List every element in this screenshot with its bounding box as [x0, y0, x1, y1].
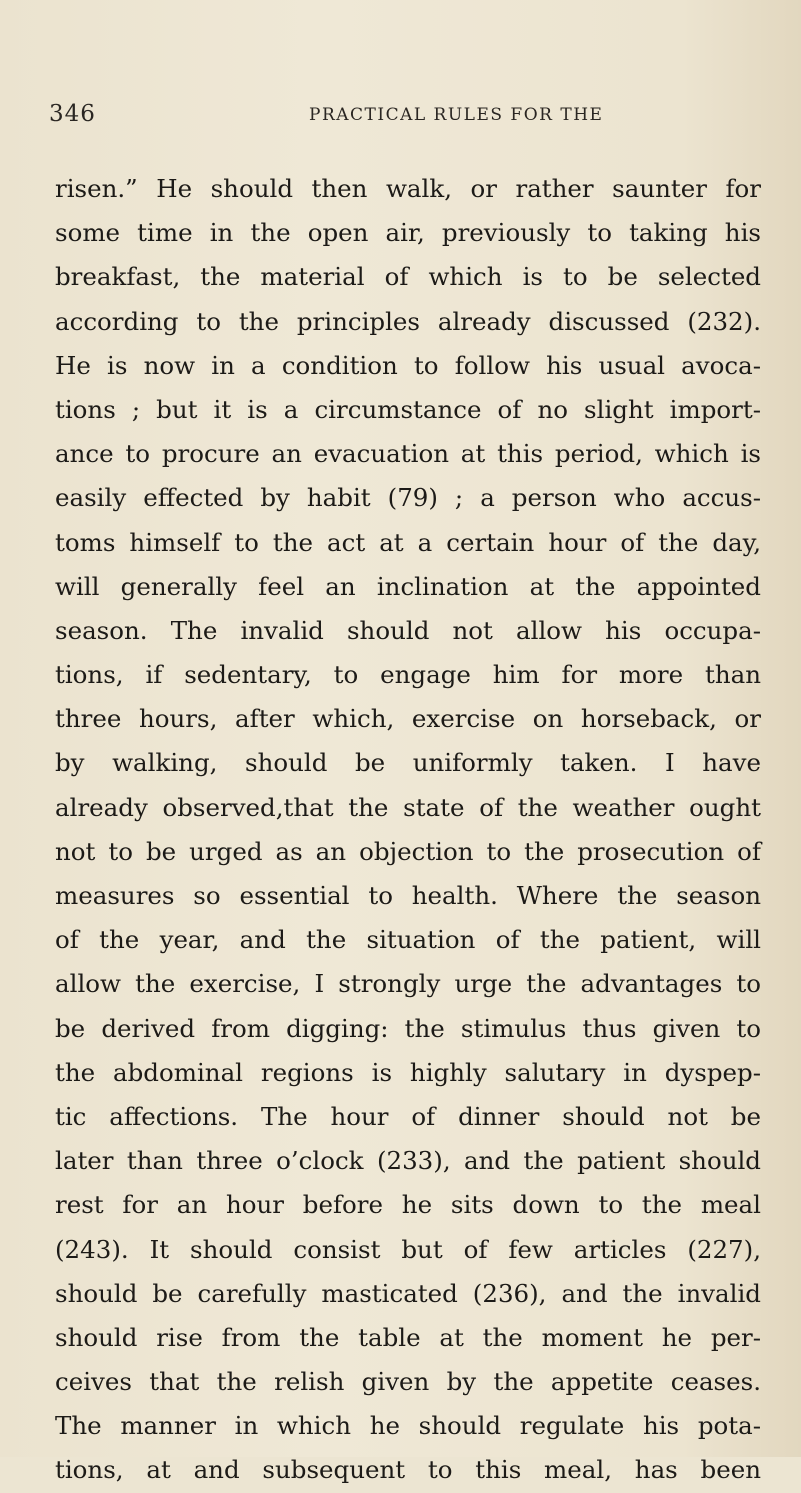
text-line: measures so essential to health. Where the season: [55, 881, 761, 910]
text-line: already observed,that the state of the weather ought: [55, 792, 761, 822]
page-header: [0, 101, 801, 141]
text-line: of the year, and the situation of the patient, will: [55, 925, 761, 955]
running-head: PRACTICAL RULES FOR THE: [309, 105, 604, 125]
text-line: rest for an hour before he sits down to the meal: [55, 1190, 761, 1220]
text-line: later than three o’clock (233), and the patient should: [55, 1146, 761, 1176]
text-line: tions, at and subsequent to this meal, has been: [55, 1455, 761, 1485]
text-line: the abdominal regions is highly salutary in dyspep-: [55, 1057, 761, 1087]
text-line: by walking, should be uniformly taken. I have: [55, 748, 761, 778]
text-line: should rise from the table at the moment he per-: [55, 1322, 761, 1352]
page-number: 346: [49, 101, 96, 127]
text-line: will generally feel an inclination at the appointed: [55, 571, 761, 601]
body-text: [55, 167, 761, 1493]
text-line: ance to procure an evacuation at this period, which is: [55, 439, 761, 469]
text-line: season. The invalid should not allow his occupa-: [55, 615, 761, 645]
text-line: risen.” He should then walk, or rather saunter for: [55, 174, 761, 203]
text-line: toms himself to the act at a certain hour of the day,: [55, 527, 761, 557]
text-line: should be carefully masticated (236), and the invalid: [55, 1278, 761, 1308]
text-line: The manner in which he should regulate his pota-: [55, 1411, 761, 1441]
text-line: not to be urged as an objection to the prosecution of: [55, 836, 761, 866]
text-line: tic affections. The hour of dinner should not be: [55, 1101, 761, 1131]
text-line: be derived from digging: the stimulus thus given to: [55, 1013, 761, 1043]
text-line: (243). It should consist but of few articles (227),: [55, 1234, 761, 1264]
text-line: ceives that the relish given by the appetite ceases.: [55, 1367, 761, 1397]
text-line: easily effected by habit (79) ; a person who accus-: [55, 483, 761, 513]
text-line: He is now in a condition to follow his usual avoca-: [55, 350, 761, 380]
text-line: breakfast, the material of which is to be selected: [55, 262, 761, 292]
text-line: allow the exercise, I strongly urge the advantages to: [55, 969, 761, 999]
text-line: some time in the open air, previously to taking his: [55, 218, 761, 248]
text-line: according to the principles already discussed (232).: [55, 306, 761, 336]
text-line: tions, if sedentary, to engage him for more than: [55, 660, 761, 690]
text-line: tions ; but it is a circumstance of no slight import-: [55, 394, 761, 424]
text-line: three hours, after which, exercise on horseback, or: [55, 704, 761, 734]
